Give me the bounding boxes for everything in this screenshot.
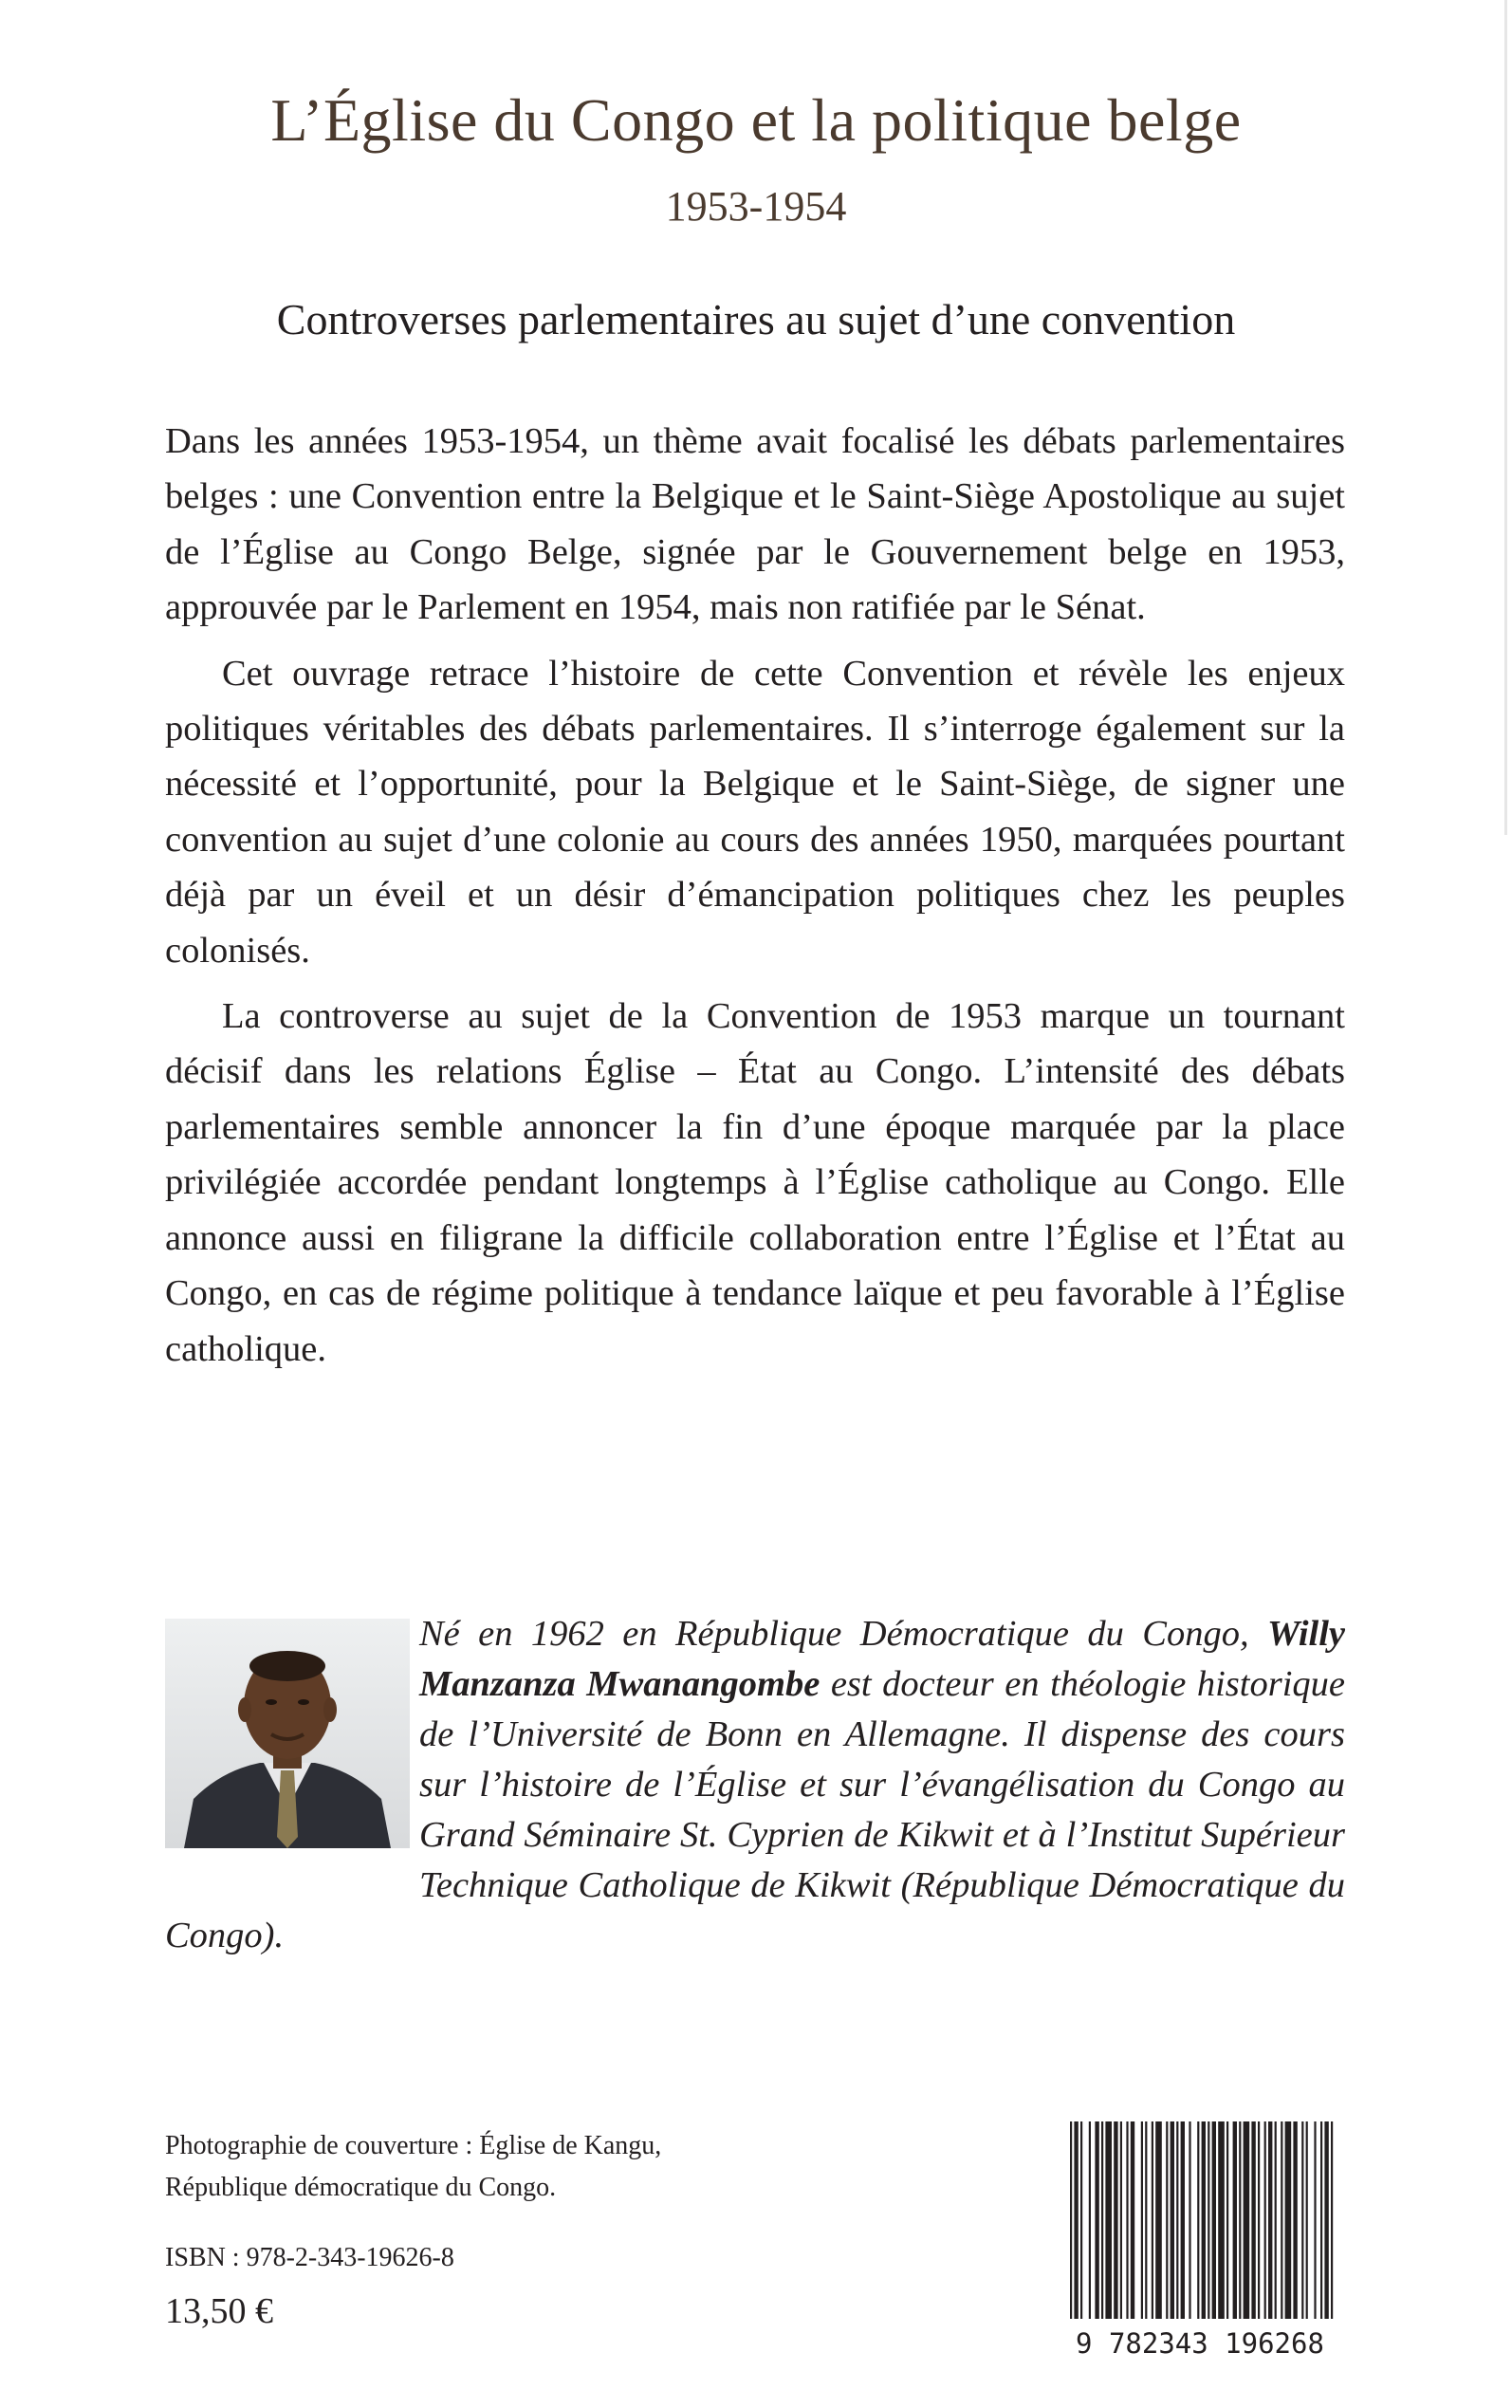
barcode-bar	[1320, 2121, 1322, 2319]
bio-rest: est docteur en théologie historique de l’Université de Bonn en Allemagne. Il dispense des cours sur l’histoire de l’Église et sur l’évangélisation du Congo au Grand Séminaire St. Cyprien de Kikwit et à l’Institut Supérieur Technique Catholique de Kikwit (République Démocratique du Congo).	[165, 1664, 1345, 1955]
barcode-bar	[1212, 2121, 1216, 2319]
barcode-bar	[1202, 2121, 1206, 2319]
barcode-bar	[1233, 2121, 1237, 2319]
barcode-digits: 9 782343 196268	[1076, 2327, 1324, 2360]
barcode-bar	[1208, 2121, 1209, 2319]
barcode-bar	[1141, 2121, 1143, 2319]
barcode-bar	[1331, 2121, 1333, 2319]
barcode-bar	[1218, 2121, 1225, 2319]
author-name: Willy Manzanza Mwanangombe	[419, 1614, 1345, 1704]
barcode-bar	[1152, 2121, 1153, 2319]
book-subtitle: Controverses parlementaires au sujet d’une convention	[276, 295, 1236, 343]
photo-space	[165, 1609, 419, 1880]
book-title: L’Église du Congo et la politique belge	[270, 86, 1242, 154]
barcode-bar	[1301, 2121, 1303, 2319]
barcode-bar	[1105, 2121, 1112, 2319]
photo-credit-line-2: République démocratique du Congo.	[165, 2173, 557, 2202]
barcode-bar	[1189, 2121, 1190, 2319]
barcode-bar	[1244, 2121, 1250, 2319]
barcode-bar	[1095, 2121, 1098, 2319]
barcode-bar	[1258, 2121, 1260, 2319]
barcode-bar	[1281, 2121, 1282, 2319]
barcode-bar	[1293, 2121, 1297, 2319]
barcode-bar	[1251, 2121, 1255, 2319]
barcode-bar	[1126, 2121, 1128, 2319]
barcode-bar	[1181, 2121, 1185, 2319]
barcode-bar	[1268, 2121, 1272, 2319]
summary-paragraph-3: La controverse au sujet de la Convention de 1953 marque un tournant décisif dans les relations Église – État au Congo. L’intensité des débats parlementaires semble annoncer la fin d’une époque marquée par la place privilégiée accordée pendant longtemps à l’Église catholique au Congo. Elle annonce aussi en filigrane la difficile collaboration entre l’Église et l’État au Congo, en cas de régime politique à tendance laïque et peu favorable à l’Église catholique.	[165, 996, 1345, 1369]
bio-intro: Né en 1962 en République Démocratique du Congo,	[419, 1614, 1268, 1654]
barcode-bar	[1080, 2121, 1082, 2319]
book-years: 1953-1954	[665, 183, 847, 230]
barcode-bar	[1324, 2121, 1328, 2319]
photo-credit-line-1: Photographie de couverture : Église de Kangu,	[165, 2131, 662, 2160]
barcode-bar	[1226, 2121, 1228, 2319]
barcode-bar	[1171, 2121, 1174, 2319]
barcode-bar	[1155, 2121, 1162, 2319]
barcode-bar	[1176, 2121, 1178, 2319]
barcode-bar	[1306, 2121, 1308, 2319]
barcode-bar	[1166, 2121, 1168, 2319]
barcode	[1057, 2116, 1343, 2361]
barcode-bar	[1089, 2121, 1091, 2319]
barcode-bar	[1145, 2121, 1147, 2319]
barcode-bar	[1285, 2121, 1292, 2319]
barcode-bar	[1101, 2121, 1103, 2319]
barcode-bar	[1070, 2121, 1072, 2319]
barcode-graphic	[1057, 2116, 1343, 2361]
isbn: ISBN : 978-2-343-19626-8	[165, 2243, 454, 2272]
barcode-bar	[1275, 2121, 1277, 2319]
price: 13,50 €	[165, 2291, 273, 2331]
barcode-bar	[1120, 2121, 1122, 2319]
barcode-bar	[1264, 2121, 1266, 2319]
barcode-bar	[1114, 2121, 1117, 2319]
barcode-bar	[1197, 2121, 1199, 2319]
barcode-bar	[1131, 2121, 1134, 2319]
barcode-bar	[1074, 2121, 1078, 2319]
barcode-bar	[1314, 2121, 1316, 2319]
photo-credit	[165, 2125, 661, 2209]
author-bio	[165, 1609, 1345, 1961]
barcode-bar	[1239, 2121, 1241, 2319]
summary-text	[165, 414, 1345, 1387]
summary-paragraph-2: Cet ouvrage retrace l’histoire de cette Convention et révèle les enjeux politiques véritables des débats parlementaires. Il s’interroge également sur la nécessité et l’opportunité, pour la Belgique et le Saint-Siège, de signer une convention au sujet d’une colonie au cours des années 1950, marquées pourtant déjà par un éveil et un désir d’émancipation politiques chez les peuples colonisés.	[165, 653, 1345, 971]
summary-paragraph-1: Dans les années 1953-1954, un thème avait focalisé les débats parlementaires belges : une Convention entre la Belgique et le Saint-Siège Apostolique au sujet de l’Église au Congo Belge, signée par le Gouvernement belge en 1953, approuvée par le Parlement en 1954, mais non ratifiée par le Sénat.	[165, 421, 1345, 628]
